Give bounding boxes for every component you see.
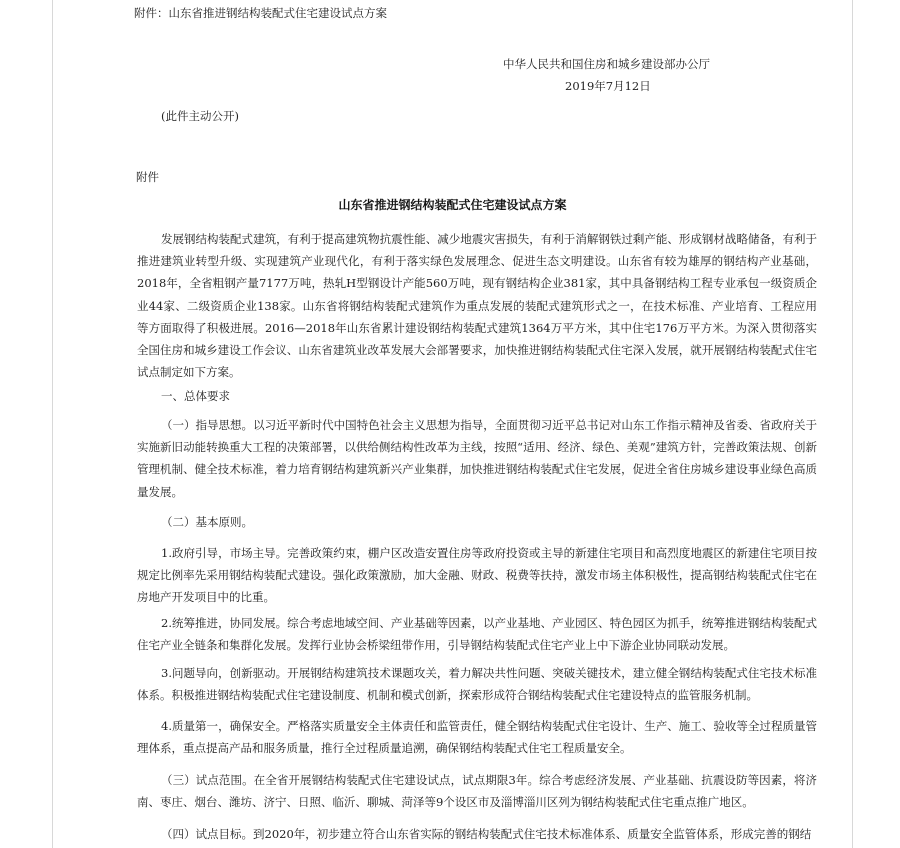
attachment-line: 附件：山东省推进钢结构装配式住宅建设试点方案 bbox=[134, 6, 387, 20]
issue-date: 2019年7月12日 bbox=[565, 79, 651, 93]
principle-3: 3.问题导向，创新驱动。开展钢结构建筑技术课题攻关，着力解决共性问题、突破关键技术，建立健全钢结构装配式住宅技术标准体系。积极推进钢结构装配式住宅建设制度、机制和模式创新，探索形成符合钢结构装配式住宅建设特点的监管服务机制。 bbox=[137, 666, 817, 703]
left-gutter bbox=[0, 0, 53, 848]
scope-paragraph: （三）试点范围。在全省开展钢结构装配式住宅建设试点，试点期限3年。综合考虑经济发展、产业基础、抗震设防等因素，将济南、枣庄、烟台、潍坊、济宁、日照、临沂、聊城、菏泽等9个设区市及淄博淄川区列为钢结构装配式住宅重点推广地区。 bbox=[137, 773, 817, 810]
principle-2: 2.统筹推进，协同发展。综合考虑地域空间、产业基础等因素，以产业基地、产业园区、特色园区为抓手，统筹推进钢结构装配式住宅产业全链条和集群化发展。发挥行业协会桥梁纽带作用，引导钢结构装配式住宅产业上中下游企业协同联动发展。 bbox=[137, 616, 817, 653]
principles-heading: （二）基本原则。 bbox=[161, 515, 253, 529]
principle-4: 4.质量第一，确保安全。严格落实质量安全主体责任和监管责任，健全钢结构装配式住宅设计、生产、施工、验收等全过程质量管理体系，重点提高产品和服务质量，推行全过程质量追溯，确保钢结构装配式住宅工程质量安全。 bbox=[137, 719, 817, 756]
right-gutter bbox=[852, 0, 900, 848]
goals-paragraph: （四）试点目标。到2020年，初步建立符合山东省实际的钢结构装配式住宅技术标准体系、质量安全监管体系，形成完善的钢结 bbox=[161, 827, 812, 841]
attachment-title: 山东省推进钢结构装配式住宅建设试点方案 bbox=[338, 198, 567, 212]
section-heading-general: 一、总体要求 bbox=[161, 389, 230, 403]
guiding-paragraph: （一）指导思想。以习近平新时代中国特色社会主义思想为指导，全面贯彻习近平总书记对山东工作指示精神及省委、省政府关于实施新旧动能转换重大工程的决策部署，以供给侧结构性改革为主线，按照“适用、经济、绿色、美观”建筑方针，完善政策法规、创新管理机制、健全技术标准，着力培育钢结构建筑新兴产业集群，加快推进钢结构装配式住宅发展，促进全省住房城乡建设事业绿色高质量发展。 bbox=[137, 418, 817, 499]
issuer: 中华人民共和国住房和城乡建设部办公厅 bbox=[503, 57, 710, 71]
attachment-label: 附件 bbox=[136, 170, 159, 184]
principle-1: 1.政府引导，市场主导。完善政策约束，棚户区改造安置住房等政府投资或主导的新建住宅项目和高烈度地震区的新建住宅项目按规定比例率先采用钢结构装配式建设。强化政策激励，加大金融、财政、税费等扶持，激发市场主体积极性，提高钢结构装配式住宅在房地产开发项目中的比重。 bbox=[137, 546, 817, 605]
document-page bbox=[53, 0, 852, 848]
disclosure-note: (此件主动公开) bbox=[161, 109, 239, 123]
intro-paragraph: 发展钢结构装配式建筑，有利于提高建筑物抗震性能、减少地震灾害损失，有利于消解钢铁过剩产能、形成钢材战略储备，有利于推进建筑业转型升级、实现建筑产业现代化，有利于落实绿色发展理念、促进生态文明建设。山东省有较为雄厚的钢结构产业基础，2018年，全省粗钢产量7177万吨，热轧H型钢设计产能560万吨，现有钢结构企业381家，其中具备钢结构工程专业承包一级资质企业44家、二级资质企业138家。山东省将钢结构装配式建筑作为重点发展的装配式建筑形式之一，在技术标准、产业培育、工程应用等方面取得了积极进展。2016—2018年山东省累计建设钢结构装配式建筑1364万平方米，其中住宅176万平方米。为深入贯彻落实全国住房和城乡建设工作会议、山东省建筑业改革发展大会部署要求，加快推进钢结构装配式住宅深入发展，就开展钢结构装配式住宅试点制定如下方案。 bbox=[137, 232, 817, 380]
